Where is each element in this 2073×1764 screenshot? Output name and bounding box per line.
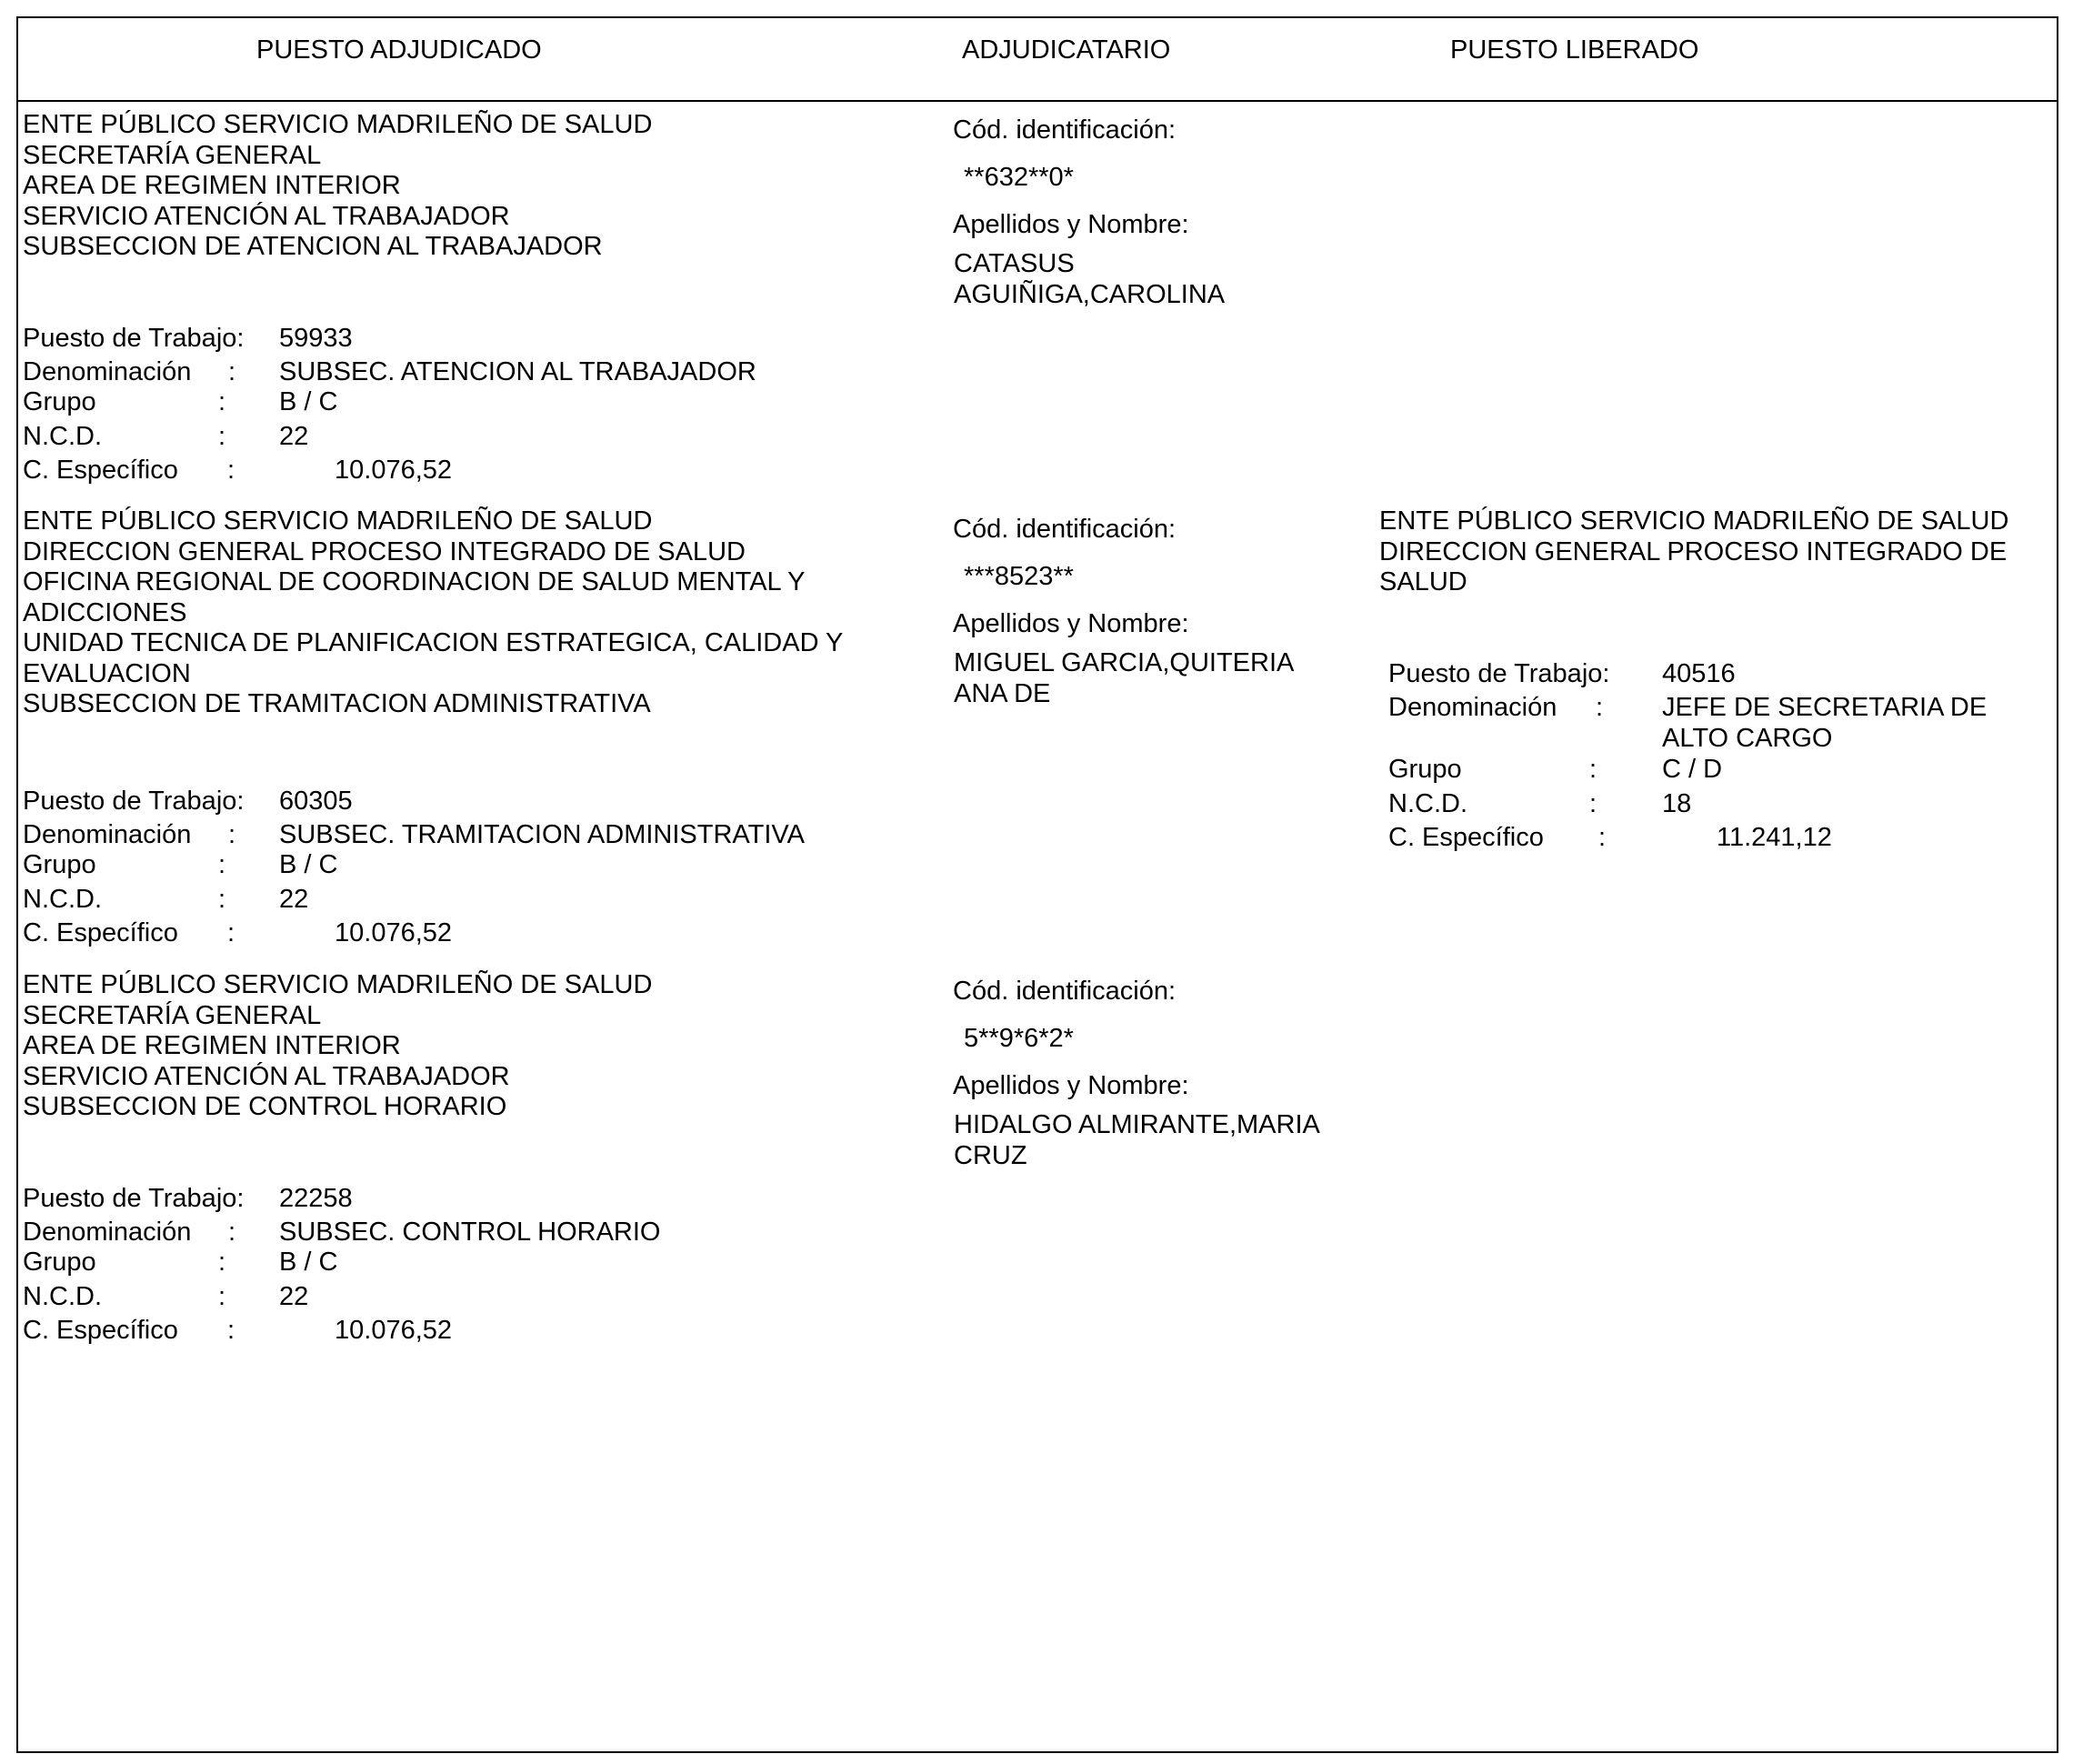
record-2-liberado-denominacion-label: Denominación — [1388, 693, 1557, 722]
record-3-cod-value: 5**9*6*2* — [964, 1024, 1074, 1053]
record-2-liberado-denominacion-value: JEFE DE SECRETARIA DE ALTO CARGO — [1662, 693, 1988, 753]
header-divider — [16, 100, 2058, 102]
record-3-cespecifico-value: 10.076,52 — [335, 1316, 453, 1345]
record-1-denominacion-colon: : — [228, 357, 236, 386]
record-2-grupo-value: B / C — [279, 850, 338, 879]
record-2-ncd-colon: : — [218, 885, 226, 914]
record-2-liberado-organization: ENTE PÚBLICO SERVICIO MADRILEÑO DE SALUD DIRECCION GENERAL PROCESO INTEGRADO DE SALUD — [1379, 506, 2009, 596]
record-2-liberado-cespecifico-value: 11.241,12 — [1717, 823, 1832, 852]
record-3-cod-label: Cód. identificación: — [953, 977, 1177, 1006]
record-1-cespecifico-colon: : — [227, 456, 235, 485]
record-2-denominacion-label: Denominación — [23, 820, 192, 849]
record-3-organization: ENTE PÚBLICO SERVICIO MADRILEÑO DE SALUD SECRETARÍA GENERAL AREA DE REGIMEN INTERIOR SERVICIO ATENCIÓN AL TRABAJADOR SUBSECCION DE CONTROL HORARIO — [23, 970, 653, 1121]
record-3-denominacion-colon: : — [228, 1218, 236, 1247]
record-2-liberado-cespecifico-label: C. Específico — [1388, 823, 1544, 852]
record-3-grupo-label: Grupo — [23, 1248, 96, 1277]
record-1-ncd-value: 22 — [279, 422, 309, 451]
record-2-denominacion-colon: : — [228, 820, 236, 849]
record-2-nombre-value: MIGUEL GARCIA,QUITERIA ANA DE — [954, 648, 1295, 708]
record-2-liberado-cespecifico-colon: : — [1598, 823, 1607, 852]
record-1-grupo-value: B / C — [279, 387, 338, 416]
record-3-ncd-colon: : — [218, 1282, 226, 1311]
record-2-liberado-grupo-value: C / D — [1662, 755, 1723, 784]
record-3-puesto-label: Puesto de Trabajo: — [23, 1184, 245, 1213]
record-1-cod-value: **632**0* — [964, 163, 1074, 192]
record-3-cespecifico-colon: : — [227, 1316, 235, 1345]
record-3-ncd-label: N.C.D. — [23, 1282, 102, 1311]
header-puesto-liberado: PUESTO LIBERADO — [1450, 35, 1699, 65]
record-1-grupo-colon: : — [218, 387, 226, 416]
record-2-liberado-grupo-label: Grupo — [1388, 755, 1462, 784]
record-1-cespecifico-value: 10.076,52 — [335, 456, 453, 485]
record-2-cespecifico-colon: : — [227, 918, 235, 947]
record-2-ncd-label: N.C.D. — [23, 885, 102, 914]
record-1-denominacion-value: SUBSEC. ATENCION AL TRABAJADOR — [279, 357, 756, 386]
record-1-puesto-value: 59933 — [279, 324, 353, 353]
record-1-ncd-label: N.C.D. — [23, 422, 102, 451]
record-1-ncd-colon: : — [218, 422, 226, 451]
record-1-grupo-label: Grupo — [23, 387, 96, 416]
record-2-liberado-puesto-value: 40516 — [1662, 659, 1736, 688]
record-3-nombre-label: Apellidos y Nombre: — [953, 1071, 1189, 1100]
record-2-liberado-grupo-colon: : — [1589, 755, 1597, 784]
record-1-organization: ENTE PÚBLICO SERVICIO MADRILEÑO DE SALUD SECRETARÍA GENERAL AREA DE REGIMEN INTERIOR SERVICIO ATENCIÓN AL TRABAJADOR SUBSECCION DE ATENCION AL TRABAJADOR — [23, 110, 653, 261]
record-2-puesto-value: 60305 — [279, 787, 353, 816]
record-2-liberado-ncd-colon: : — [1589, 789, 1597, 818]
record-2-denominacion-value: SUBSEC. TRAMITACION ADMINISTRATIVA — [279, 820, 805, 849]
record-2-ncd-value: 22 — [279, 885, 309, 914]
record-1-nombre-value: CATASUS AGUIÑIGA,CAROLINA — [954, 249, 1226, 309]
record-3-denominacion-label: Denominación — [23, 1218, 192, 1247]
record-3-denominacion-value: SUBSEC. CONTROL HORARIO — [279, 1218, 661, 1247]
record-1-nombre-label: Apellidos y Nombre: — [953, 210, 1189, 239]
record-1-denominacion-label: Denominación — [23, 357, 192, 386]
record-2-grupo-label: Grupo — [23, 850, 96, 879]
record-3-nombre-value: HIDALGO ALMIRANTE,MARIA CRUZ — [954, 1110, 1320, 1170]
record-2-cod-value: ***8523** — [964, 562, 1074, 591]
record-2-cespecifico-label: C. Específico — [23, 918, 178, 947]
record-3-cespecifico-label: C. Específico — [23, 1316, 178, 1345]
record-2-liberado-ncd-value: 18 — [1662, 789, 1692, 818]
record-2-nombre-label: Apellidos y Nombre: — [953, 609, 1189, 638]
record-3-grupo-colon: : — [218, 1248, 226, 1277]
record-2-puesto-label: Puesto de Trabajo: — [23, 787, 245, 816]
header-puesto-adjudicado: PUESTO ADJUDICADO — [256, 35, 542, 65]
record-2-liberado-ncd-label: N.C.D. — [1388, 789, 1467, 818]
record-2-liberado-puesto-label: Puesto de Trabajo: — [1388, 659, 1610, 688]
record-3-grupo-value: B / C — [279, 1248, 338, 1277]
record-1-cod-label: Cód. identificación: — [953, 115, 1177, 145]
record-3-puesto-value: 22258 — [279, 1184, 353, 1213]
record-1-puesto-label: Puesto de Trabajo: — [23, 324, 245, 353]
record-3-ncd-value: 22 — [279, 1282, 309, 1311]
record-2-grupo-colon: : — [218, 850, 226, 879]
record-2-cod-label: Cód. identificación: — [953, 515, 1177, 544]
header-adjudicatario: ADJUDICATARIO — [962, 35, 1171, 65]
record-1-cespecifico-label: C. Específico — [23, 456, 178, 485]
record-2-organization: ENTE PÚBLICO SERVICIO MADRILEÑO DE SALUD DIRECCION GENERAL PROCESO INTEGRADO DE SALUD OFICINA REGIONAL DE COORDINACION DE SALUD MENTAL Y ADICCIONES UNIDAD TECNICA DE PLANIFICACION ESTRATEGICA, CALIDAD Y EVALUACION SUBSECCION DE TRAMITACION ADMINISTRATIVA — [23, 506, 844, 718]
record-2-liberado-denominacion-colon: : — [1596, 693, 1604, 722]
record-2-cespecifico-value: 10.076,52 — [335, 918, 453, 947]
